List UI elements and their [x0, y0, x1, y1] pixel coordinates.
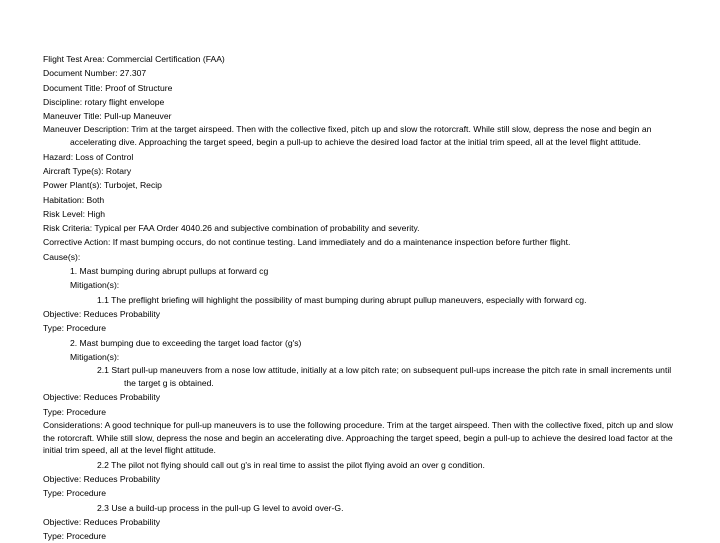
cause-1-mitigation-label: Mitigation(s):	[70, 280, 120, 291]
hazard: Hazard: Loss of Control	[43, 151, 134, 162]
mitigation-2-3: 2.3 Use a build-up process in the pull-up G level to avoid over-G.	[97, 502, 344, 513]
maneuver-title: Maneuver Title: Pull-up Maneuver	[43, 111, 172, 122]
corrective-action: Corrective Action: If mast bumping occurs, do not continue testing. Land immediately and do a maintenance inspection before further flight.	[43, 237, 571, 248]
mitigation-1-1-objective: Objective: Reduces Probability	[43, 308, 161, 319]
mitigation-2-1-type: Type: Procedure	[43, 406, 107, 417]
maneuver-description: Maneuver Description: Trim at the target airspeed. Then with the collective fixed, pitch up and slow the rotorcraft. While still slow, depress the nose and begin an accelerating dive. Approaching the target speed, begin a pull-up to achieve the desired load factor at the initial trim speed, all at the level flight attitude.	[43, 124, 652, 148]
discipline: Discipline: rotary flight envelope	[43, 96, 165, 107]
aircraft-types: Aircraft Type(s): Rotary	[43, 165, 132, 176]
mitigation-1-1: 1.1 The preflight briefing will highlight the possibility of mast bumping during abrupt pullup maneuvers, especially with forward cg.	[97, 294, 587, 305]
risk-level: Risk Level: High	[43, 208, 106, 219]
cause-2: 2. Mast bumping due to exceeding the target load factor (g's)	[70, 337, 302, 348]
flight-test-area: Flight Test Area: Commercial Certification (FAA)	[43, 54, 225, 64]
document-number: Document Number: 27.307	[43, 68, 147, 79]
mitigation-2-1-considerations: Considerations: A good technique for pull-up maneuvers is to use the following procedure. Trim at the target airspeed. Then with the collective fixed, pitch up and slow the rotorcraft. While still slow, depress the nose and begin an accelerating dive. Approaching the target speed, begin a pull-up to achieve the desired load factor at the initial trim speed, all at the level flight attitude.	[43, 419, 673, 456]
mitigation-2-2-type: Type: Procedure	[43, 488, 107, 499]
mitigation-2-1: 2.1 Start pull-up maneuvers from a nose low attitude, initially at a low pitch rate; on subsequent pull-ups increase the pitch rate in small increments until the target g is obtained.	[97, 365, 672, 388]
mitigation-2-3-type: Type: Procedure	[43, 531, 107, 542]
risk-criteria: Risk Criteria: Typical per FAA Order 4040.26 and subjective combination of probability and severity.	[43, 223, 420, 234]
mitigation-2-3-objective: Objective: Reduces Probability	[43, 516, 161, 527]
mitigation-2-2-objective: Objective: Reduces Probability	[43, 473, 161, 484]
document-title: Document Title: Proof of Structure	[43, 82, 173, 93]
cause-1: 1. Mast bumping during abrupt pullups at forward cg	[70, 266, 269, 277]
document-body	[43, 52, 683, 543]
mitigation-2-2: 2.2 The pilot not flying should call out g's in real time to assist the pilot flying avoid an over g condition.	[97, 459, 485, 470]
habitation: Habitation: Both	[43, 194, 105, 205]
causes-label: Cause(s):	[43, 251, 81, 262]
mitigation-1-1-type: Type: Procedure	[43, 323, 107, 334]
mitigation-2-1-objective: Objective: Reduces Probability	[43, 392, 161, 403]
power-plants: Power Plant(s): Turbojet, Recip	[43, 180, 162, 191]
cause-2-mitigation-label: Mitigation(s):	[70, 351, 120, 362]
